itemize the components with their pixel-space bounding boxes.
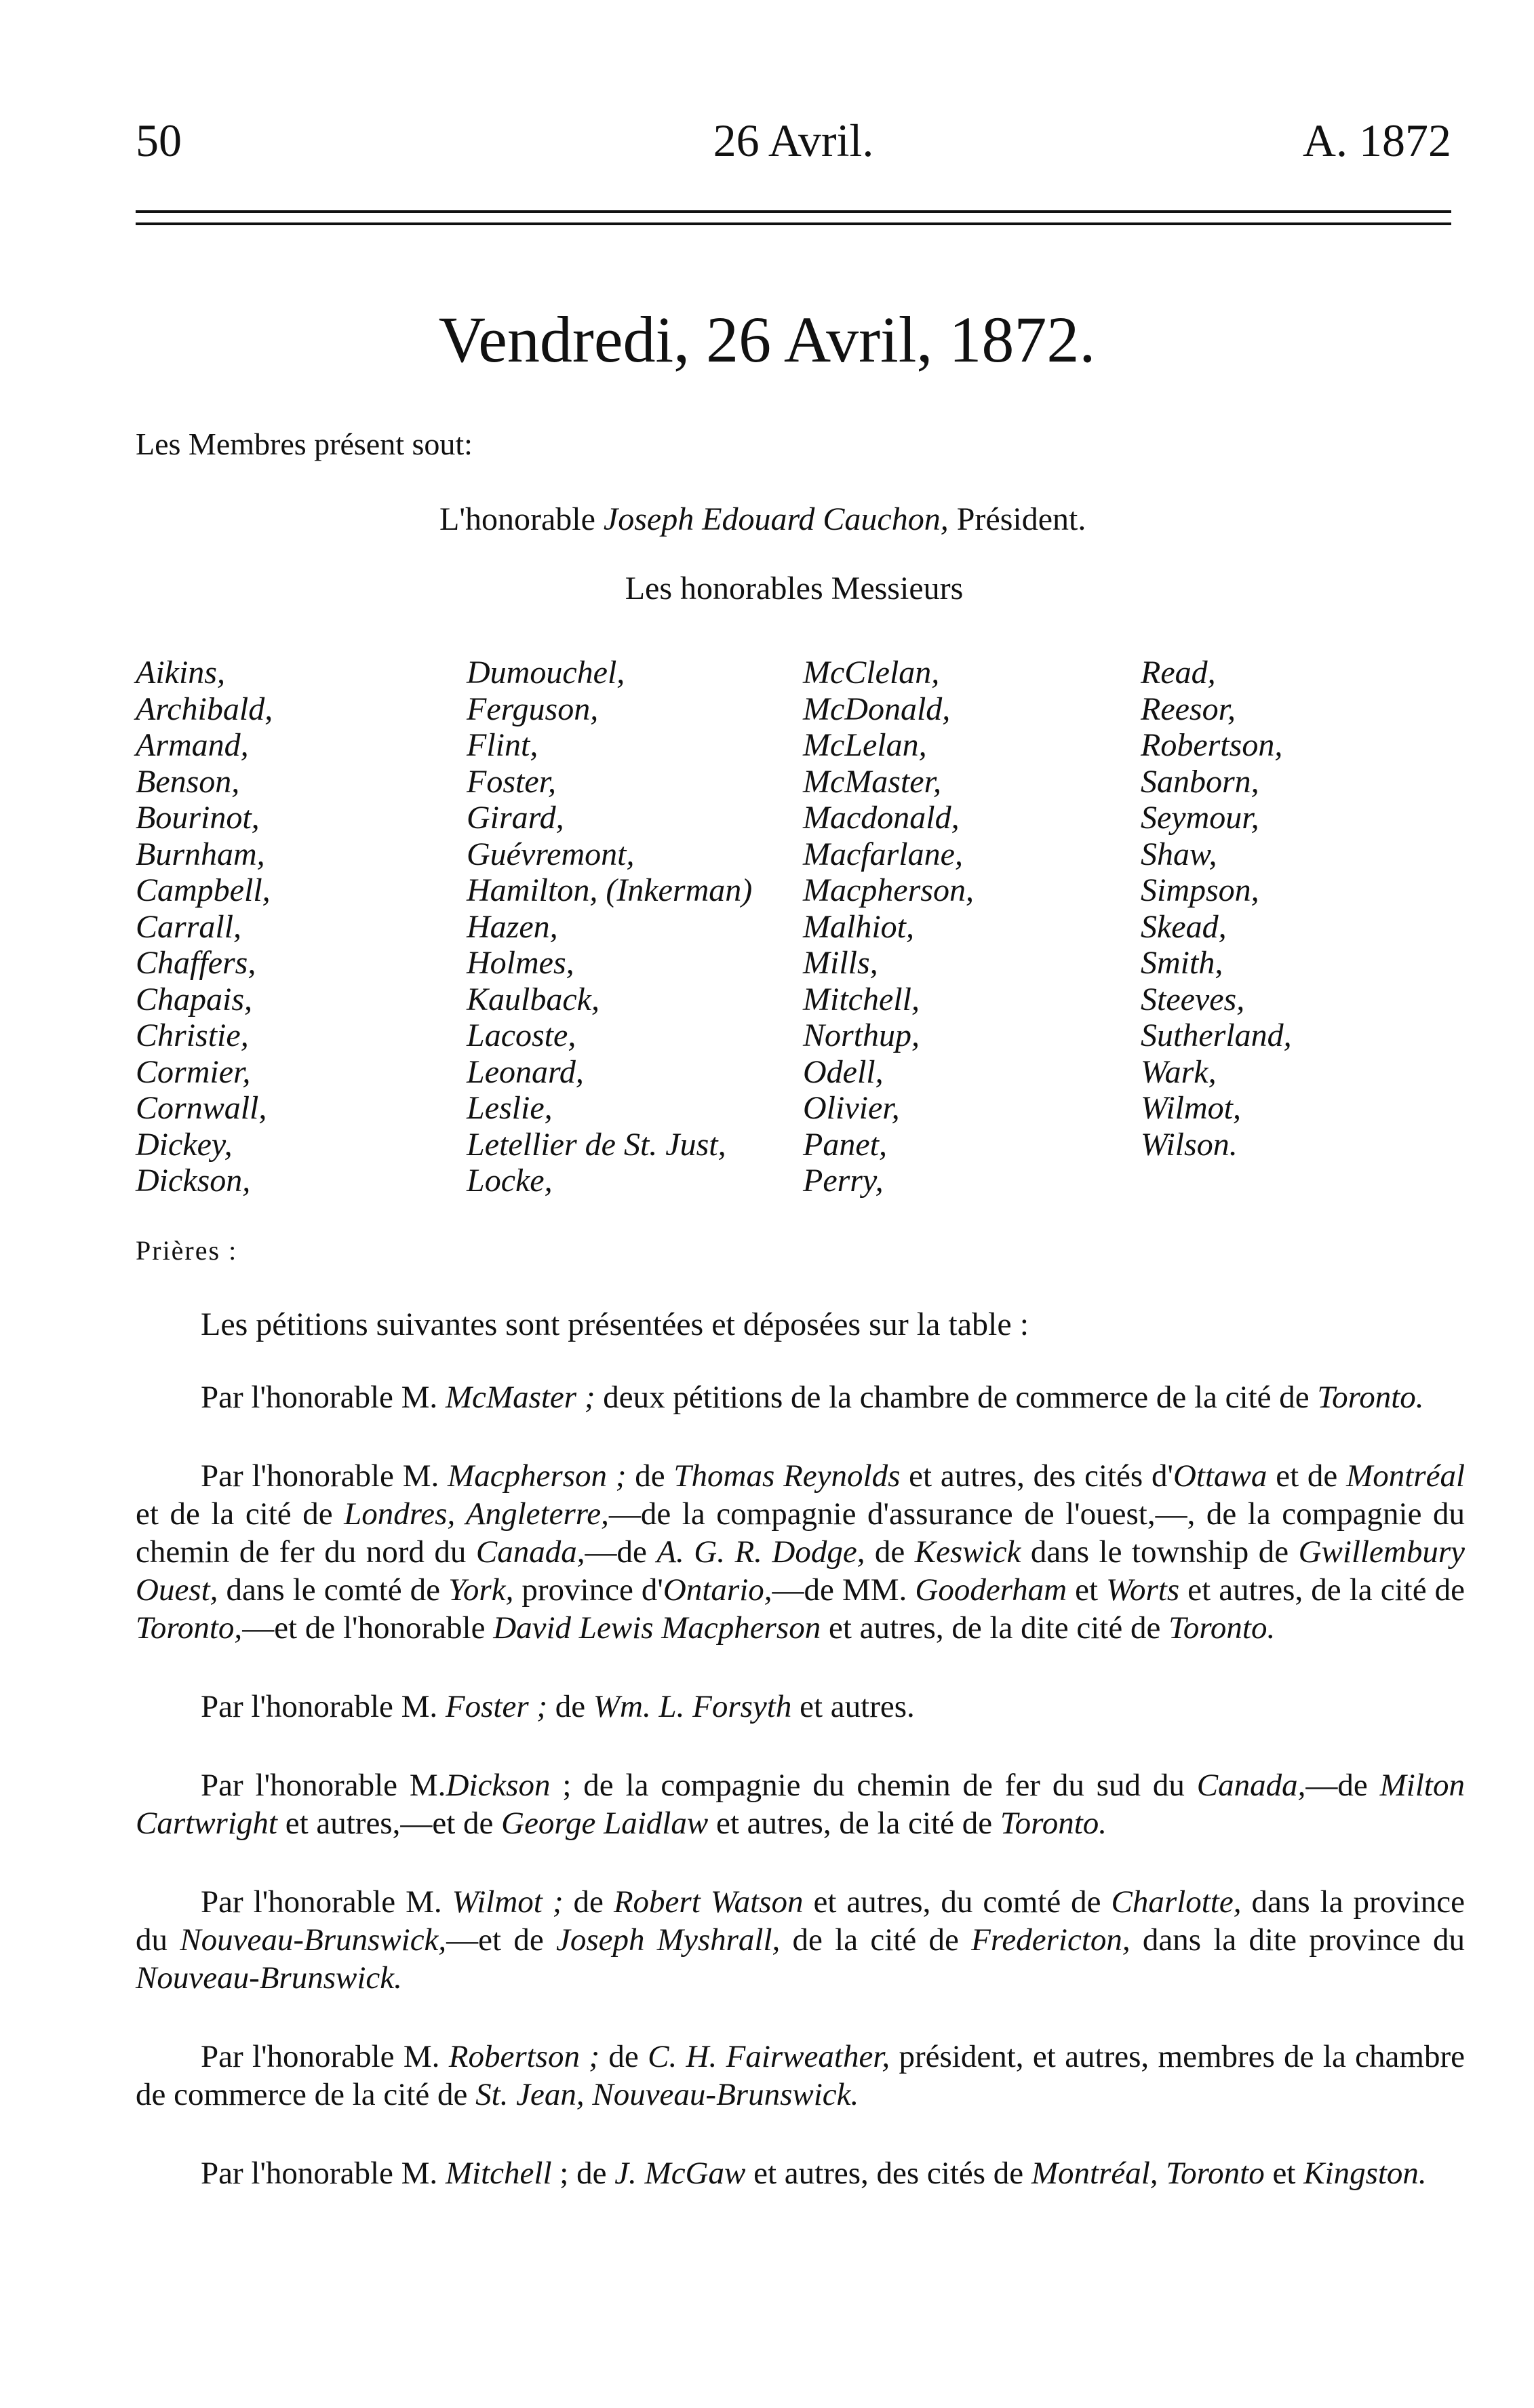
text-run: ; de: [551, 2156, 615, 2191]
italic-run: Wm. L. Forsyth: [593, 1689, 792, 1724]
italic-run: St. Jean, Nouveau-Brunswick.: [475, 2077, 859, 2112]
member-name: Odell,: [803, 1053, 884, 1090]
petition-paragraph: [136, 1883, 1465, 1997]
italic-run: Canada,: [475, 1534, 585, 1570]
header-rule-top: [136, 210, 1451, 213]
member-name: Shaw,: [1141, 836, 1217, 872]
italic-run: Thomas Reynolds: [673, 1458, 901, 1494]
text-run: et autres, de la cité de: [1179, 1572, 1466, 1608]
member-name: Simpson,: [1141, 872, 1259, 908]
italic-run: David Lewis Macpherson: [493, 1610, 821, 1646]
member-name: Leslie,: [467, 1090, 553, 1126]
member-name: Perry,: [803, 1163, 884, 1199]
italic-run: Ontario,: [663, 1572, 772, 1608]
italic-run: Montréal: [1346, 1458, 1465, 1494]
member-name: Girard,: [467, 800, 564, 836]
header-rule-bottom: [136, 222, 1451, 225]
italic-run: Milton Cartwright: [136, 1768, 1465, 1841]
text-run: et autres,—et de: [277, 1806, 502, 1841]
italic-run: J. McGaw: [614, 2156, 746, 2191]
text-run: de: [563, 1884, 614, 1920]
text-run: Par l'honorable M.: [201, 1458, 448, 1494]
text-run: dans la dite province du: [1130, 1922, 1466, 1958]
text-run: et autres.: [791, 1689, 915, 1724]
member-name: Holmes,: [467, 945, 574, 981]
member-name: Robertson,: [1141, 727, 1283, 763]
text-run: dans le township de: [1021, 1534, 1299, 1570]
member-name: Skead,: [1141, 908, 1227, 945]
italic-run: Gwillembury Ouest,: [136, 1534, 1466, 1608]
text-run: —et de l'honorable: [242, 1610, 494, 1646]
text-run: et autres, du comté de: [803, 1884, 1112, 1920]
member-name: Armand,: [136, 727, 249, 763]
member-name: Archibald,: [136, 691, 273, 727]
header-year: A. 1872: [1302, 115, 1451, 166]
petition-paragraph: [136, 1378, 1465, 1416]
text-run: province d': [513, 1572, 663, 1608]
text-run: Par l'honorable M.: [201, 1689, 446, 1724]
member-name: Dickey,: [136, 1126, 233, 1163]
text-run: deux pétitions de la chambre de commerce de la cité de: [595, 1380, 1318, 1415]
honorables-heading: Les honorables Messieurs: [625, 570, 964, 606]
member-name: Lacoste,: [467, 1017, 576, 1053]
president-line: [439, 501, 1086, 538]
petition-paragraph: [136, 2154, 1465, 2192]
text-run: et autres, des cités de: [745, 2156, 1031, 2191]
member-name: Bourinot,: [136, 800, 260, 836]
member-name: Seymour,: [1141, 800, 1259, 836]
member-name: McLelan,: [803, 727, 927, 763]
text-run: —de la compagnie d'assurance de l'ouest,—, de la compagnie du chemin de fer du nord du: [136, 1496, 1465, 1570]
member-name: Macpherson,: [803, 872, 974, 908]
text-run: de: [865, 1534, 915, 1570]
member-name: Benson,: [136, 763, 240, 800]
italic-run: Londres, Angleterre,: [344, 1496, 609, 1532]
italic-run: Keswick: [914, 1534, 1021, 1570]
member-name: Malhiot,: [803, 908, 914, 945]
member-name: Chaffers,: [136, 945, 256, 981]
prayers-label: Prières :: [136, 1235, 238, 1266]
member-name: Dumouchel,: [467, 655, 625, 691]
member-name: Macfarlane,: [803, 836, 963, 872]
italic-run: Toronto,: [136, 1610, 243, 1646]
member-name: Cornwall,: [136, 1090, 267, 1126]
member-name: Cormier,: [136, 1053, 251, 1090]
italic-run: McMaster ;: [445, 1380, 595, 1415]
text-run: de: [547, 1689, 593, 1724]
member-name: McClelan,: [803, 655, 940, 691]
page-number: 50: [136, 115, 182, 166]
member-name: Wilmot,: [1141, 1090, 1242, 1126]
italic-run: Joseph Myshrall,: [556, 1922, 781, 1958]
italic-run: Canada,: [1196, 1768, 1306, 1803]
member-name: Sutherland,: [1141, 1017, 1292, 1053]
member-name: McDonald,: [803, 691, 951, 727]
italic-run: Nouveau-Brunswick.: [136, 1960, 402, 1996]
italic-run: Fredericton,: [971, 1922, 1130, 1958]
text-run: de: [599, 2039, 648, 2074]
text-run: président, et autres, membres de la chambre de commerce de la cité de: [136, 2039, 1465, 2112]
text-run: ; de la compagnie du chemin de fer du sud du: [550, 1768, 1197, 1803]
member-name: Foster,: [467, 763, 556, 800]
member-name: Macdonald,: [803, 800, 960, 836]
italic-run: Ottawa: [1173, 1458, 1267, 1494]
member-name: Read,: [1141, 655, 1216, 691]
italic-run: Charlotte,: [1111, 1884, 1242, 1920]
text-run: —de: [585, 1534, 657, 1570]
text-run: Par l'honorable M.: [201, 2156, 446, 2191]
member-name: Locke,: [467, 1163, 553, 1199]
italic-run: Wilmot ;: [452, 1884, 564, 1920]
member-column-2: [467, 655, 752, 1199]
member-name: Christie,: [136, 1017, 249, 1053]
text-run: et: [1067, 1572, 1107, 1608]
text-run: et autres, de la cité de: [708, 1806, 1000, 1841]
text-run: et de la cité de: [136, 1496, 345, 1532]
member-name: Letellier de St. Just,: [467, 1126, 726, 1163]
italic-run: Kingston.: [1303, 2156, 1427, 2191]
italic-run: Toronto.: [1317, 1380, 1424, 1415]
member-name: Hamilton, (Inkerman): [467, 872, 753, 908]
president-prefix: L'honorable: [439, 501, 604, 537]
italic-run: Macpherson ;: [448, 1458, 627, 1494]
member-name: Guévremont,: [467, 836, 635, 872]
italic-run: Montréal, Toronto: [1031, 2156, 1265, 2191]
text-run: de: [626, 1458, 674, 1494]
member-name: Chapais,: [136, 981, 253, 1017]
member-name: Panet,: [803, 1126, 887, 1163]
petition-paragraph: [136, 1688, 1465, 1726]
member-name: Burnham,: [136, 836, 265, 872]
member-name: Leonard,: [467, 1053, 584, 1090]
member-column-4: [1141, 655, 1292, 1163]
italic-run: Dickson: [446, 1768, 551, 1803]
italic-run: A. G. R. Dodge,: [656, 1534, 865, 1570]
petition-paragraph: [136, 1766, 1465, 1842]
member-name: Dickson,: [136, 1163, 251, 1199]
member-name: Northup,: [803, 1017, 920, 1053]
text-run: —de: [1305, 1768, 1380, 1803]
italic-run: Toronto.: [1000, 1806, 1107, 1841]
member-name: Carrall,: [136, 908, 242, 945]
text-run: dans la province du: [136, 1884, 1465, 1958]
italic-run: Robert Watson: [613, 1884, 804, 1920]
petitions-body: [136, 1378, 1465, 2233]
italic-run: York,: [448, 1572, 514, 1608]
italic-run: George Laidlaw: [501, 1806, 709, 1841]
session-title: Vendredi, 26 Avril, 1872.: [438, 303, 1096, 376]
header-date: 26 Avril.: [713, 115, 874, 166]
page-header: [136, 114, 1451, 175]
member-name: Wilson.: [1141, 1126, 1238, 1163]
italic-run: Gooderham: [915, 1572, 1067, 1608]
petition-paragraph: [136, 1457, 1465, 1647]
member-name: McMaster,: [803, 763, 941, 800]
member-name: Steeves,: [1141, 981, 1245, 1017]
text-run: Par l'honorable M.: [201, 1884, 452, 1920]
member-name: Mills,: [803, 945, 878, 981]
italic-run: Robertson ;: [448, 2039, 599, 2074]
text-run: de la cité de: [780, 1922, 972, 1958]
italic-run: Nouveau-Brunswick,: [180, 1922, 447, 1958]
member-name: Kaulback,: [467, 981, 599, 1017]
member-column-3: [803, 655, 974, 1199]
member-name: Mitchell,: [803, 981, 920, 1017]
member-name: Flint,: [467, 727, 538, 763]
text-run: Par l'honorable M.: [201, 1768, 446, 1803]
text-run: —de MM.: [772, 1572, 916, 1608]
member-name: Campbell,: [136, 872, 271, 908]
text-run: Par l'honorable M.: [201, 1380, 446, 1415]
president-role: Président.: [948, 501, 1086, 537]
member-name: Hazen,: [467, 908, 558, 945]
petitions-intro: Les pétitions suivantes sont présentées et déposées sur la table :: [201, 1306, 1029, 1342]
member-name: Aikins,: [136, 655, 225, 691]
member-name: Sanborn,: [1141, 763, 1259, 800]
text-run: et autres, de la dite cité de: [821, 1610, 1169, 1646]
italic-run: C. H. Fairweather,: [648, 2039, 890, 2074]
members-present-label: Les Membres présent sout:: [136, 427, 473, 461]
text-run: dans le comté de: [218, 1572, 449, 1608]
italic-run: Toronto.: [1168, 1610, 1276, 1646]
text-run: et de: [1267, 1458, 1347, 1494]
member-name: Wark,: [1141, 1053, 1217, 1090]
italic-run: Mitchell: [445, 2156, 552, 2191]
text-run: —et de: [446, 1922, 557, 1958]
member-column-1: [136, 655, 273, 1199]
member-name: Smith,: [1141, 945, 1223, 981]
president-name: Joseph Edouard Cauchon,: [603, 501, 949, 537]
member-name: Olivier,: [803, 1090, 900, 1126]
text-run: Par l'honorable M.: [201, 2039, 449, 2074]
italic-run: Worts: [1106, 1572, 1180, 1608]
petition-paragraph: [136, 2038, 1465, 2114]
italic-run: Foster ;: [445, 1689, 548, 1724]
member-name: Ferguson,: [467, 691, 599, 727]
member-name: Reesor,: [1141, 691, 1236, 727]
text-run: et autres, des cités d': [900, 1458, 1173, 1494]
text-run: et: [1264, 2156, 1304, 2191]
